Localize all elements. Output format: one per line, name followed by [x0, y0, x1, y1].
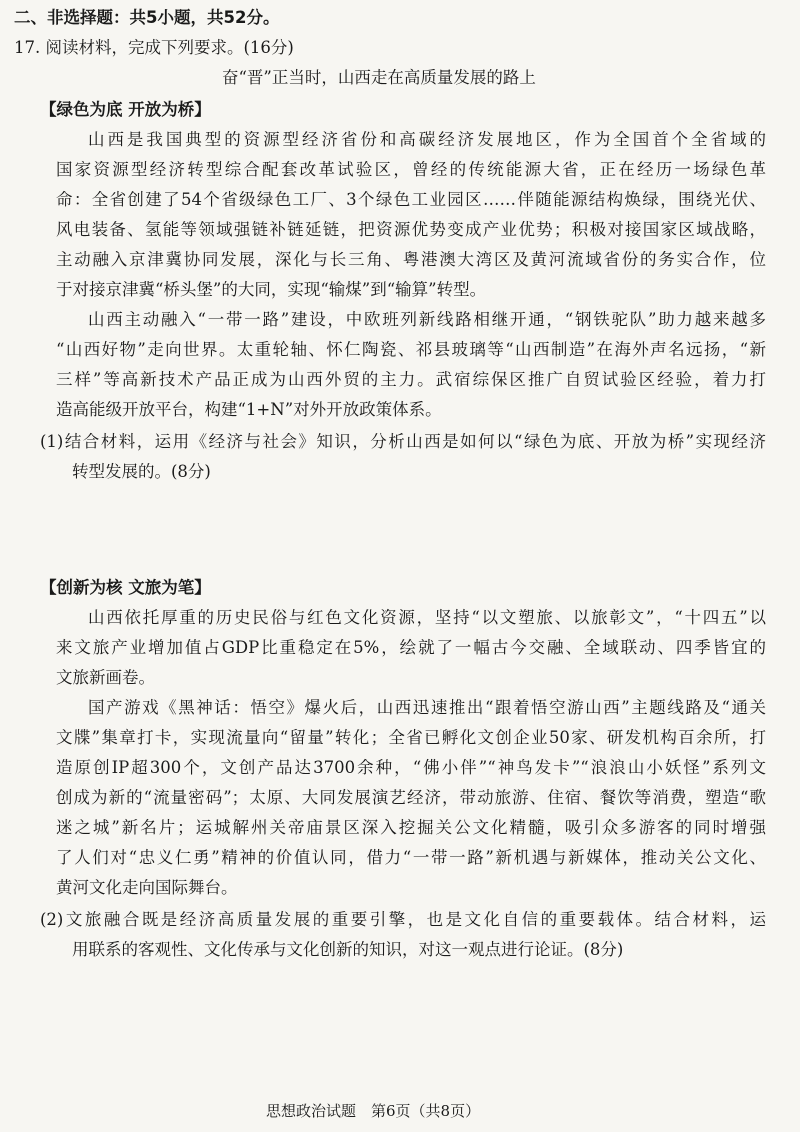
- part1-p1-line4: 风电装备、氢能等领域强链补链延链，把资源优势变成产业优势；积极对接国家区域战略，: [56, 220, 766, 239]
- part1-p1-line6: 于对接京津冀“桥头堡”的大同，实现“输煤”到“输算”转型。: [56, 280, 487, 299]
- question-header: 17. 阅读材料，完成下列要求。(16分): [14, 38, 294, 57]
- part2-p2-line5: 迷之城”新名片；运城解州关帝庙景区深入挖掘关公文化精髓，吸引众多游客的同时增强: [56, 818, 766, 837]
- part2-p2-line1: 国产游戏《黑神话：悟空》爆火后，山西迅速推出“跟着悟空游山西”主题线路及“通关: [88, 698, 766, 717]
- subquestion-1-line1: (1)结合材料，运用《经济与社会》知识，分析山西是如何以“绿色为底、开放为桥”实现经济: [40, 432, 766, 451]
- subquestion-1-line2: 转型发展的。(8分): [72, 462, 211, 481]
- page-footer: 思想政治试题 第6页（共8页）: [266, 1102, 481, 1120]
- part2-p1-line2: 来文旅产业增加值占GDP比重稳定在5%，绘就了一幅古今交融、全域联动、四季皆宜的: [56, 638, 766, 657]
- part1-p2-line4: 造高能级开放平台，构建“1+N”对外开放政策体系。: [56, 400, 442, 419]
- part2-p1-line1: 山西依托厚重的历史民俗与红色文化资源，坚持“以文塑旅、以旅彰文”，“十四五”以: [88, 608, 766, 627]
- part2-p2-line3: 造原创IP超300个，文创产品达3700余种，“佛小伴”“神鸟发卡”“浪浪山小妖怪”系列文: [56, 758, 766, 777]
- part1-label: 【绿色为底 开放为桥】: [40, 100, 211, 119]
- part2-p2-line2: 文牒”集章打卡，实现流量向“留量”转化；全省已孵化文创企业50家、研发机构百余所，打: [56, 728, 766, 747]
- part1-p2-line1: 山西主动融入“一带一路”建设，中欧班列新线路相继开通，“钢铁驼队”助力越来越多: [88, 310, 766, 329]
- part1-p2-line2: “山西好物”走向世界。太重轮轴、怀仁陶瓷、祁县玻璃等“山西制造”在海外声名远扬，“新: [56, 340, 766, 359]
- material-title: 奋“晋”正当时，山西走在高质量发展的路上: [222, 68, 536, 87]
- part2-p2-line4: 创成为新的“流量密码”；太原、大同发展演艺经济，带动旅游、住宿、餐饮等消费，塑造“歌: [56, 788, 766, 807]
- part2-p2-line6: 了人们对“忠义仁勇”精神的价值认同，借力“一带一路”新机遇与新媒体，推动关公文化、: [56, 848, 766, 867]
- part1-p1-line3: 命：全省创建了54个省级绿色工厂、3个绿色工业园区……伴随能源结构焕绿，围绕光伏、: [56, 190, 766, 209]
- section-heading: 二、非选择题：共5小题，共52分。: [14, 8, 280, 27]
- part1-p2-line3: 三样”等高新技术产品正成为山西外贸的主力。武宿综保区推广自贸试验区经验，着力打: [56, 370, 766, 389]
- subquestion-2-line2: 用联系的客观性、文化传承与文化创新的知识，对这一观点进行论证。(8分): [72, 940, 624, 959]
- part2-label: 【创新为核 文旅为笔】: [40, 578, 211, 597]
- part1-p1-line2: 国家资源型经济转型综合配套改革试验区，曾经的传统能源大省，正在经历一场绿色革: [56, 160, 766, 179]
- part1-p1-line1: 山西是我国典型的资源型经济省份和高碳经济发展地区，作为全国首个全省域的: [88, 130, 766, 149]
- subquestion-2-line1: (2)文旅融合既是经济高质量发展的重要引擎，也是文化自信的重要载体。结合材料，运: [40, 910, 766, 929]
- part2-p2-line7: 黄河文化走向国际舞台。: [56, 878, 238, 897]
- part2-p1-line3: 文旅新画卷。: [56, 668, 155, 687]
- part1-p1-line5: 主动融入京津冀协同发展，深化与长三角、粤港澳大湾区及黄河流域省份的务实合作，位: [56, 250, 766, 269]
